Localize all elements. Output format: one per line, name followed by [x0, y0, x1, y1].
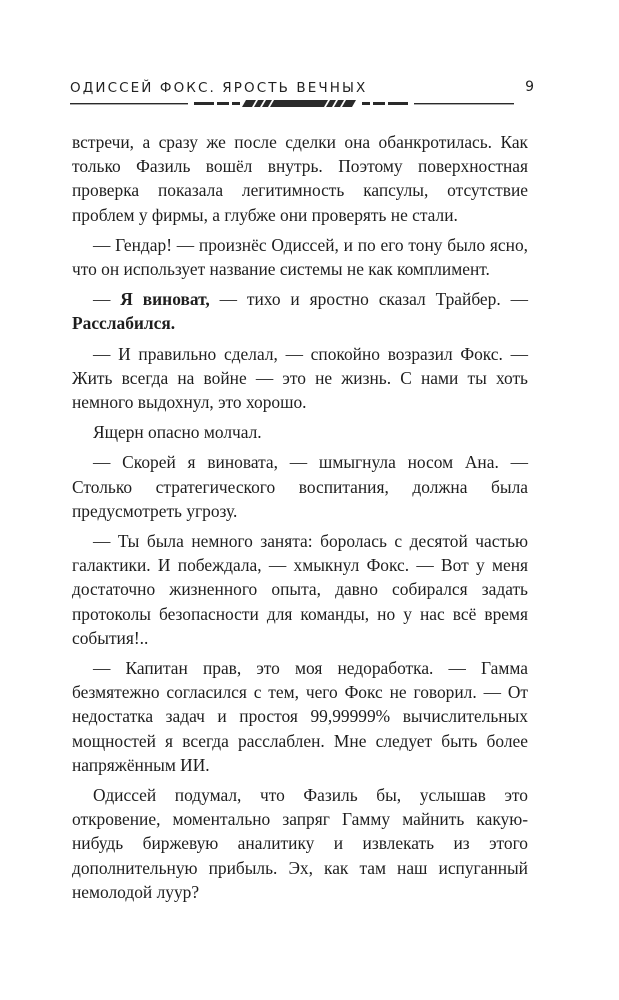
dialogue-dash: —: [93, 289, 121, 310]
paragraph-4: — И правильно сделал, — спокойно возразил Фокс. — Жить всегда на войне — это не жизнь. С нами ты хоть немного выдохнул, это хорошо.: [72, 343, 528, 413]
running-title: ОДИССЕЙ ФОКС. ЯРОСТЬ ВЕЧНЫХ: [70, 80, 368, 96]
paragraph-6: — Скорей я виновата, — шмыгнула носом Ана. — Столько стратегического воспитания, должна была предусмотреть угрозу.: [72, 452, 528, 521]
page-number: 9: [525, 79, 534, 95]
paragraph-9: Одиссей подумал, что Фазиль бы, услышав это откровение, моментально запряг Гамму майнить какую-нибудь биржевую аналитику и извлекать из этого дополнительную прибыль. Эх, как там наш испуганный немолодой луур?: [72, 785, 528, 902]
running-header: [70, 80, 540, 120]
dialogue-attribution: — тихо и яростно сказал Трайбер. —: [209, 289, 528, 310]
paragraph-8: — Капитан прав, это моя недоработка. — Гамма безмятежно согласился с тем, чего Фокс не говорил. — От недостатка задач и простоя 99,99999% вычислительных мощностей я всегда расслаблен. Мне следует быть более напряжённым ИИ.: [72, 658, 528, 775]
paragraph-7: — Ты была немного занята: боролась с десятой частью галактики. И побеждала, — хмыкнул Фокс. — Вот у меня достаточно жизненного опыта, давно собирался задать протоколы безопасности для команды, но у нас всё время события!..: [72, 531, 528, 648]
header-ornament: [70, 99, 540, 109]
bold-phrase-1: Я виноват,: [120, 289, 210, 310]
paragraph-5: Ящерн опасно молчал.: [93, 422, 262, 443]
paragraph-1: встречи, а сразу же после сделки она обанкротилась. Как только Фазиль вошёл внутрь. Поэтому поверхностная проверка показала легитимность капсулы, отсутствие проблем у фирмы, а глубже они проверять не стали.: [72, 132, 528, 225]
body-text: [72, 130, 528, 910]
paragraph-2: — Гендар! — произнёс Одиссей, и по его тону было ясно, что он использует название системы не как комплимент.: [72, 234, 528, 280]
bold-phrase-2: Расслабился.: [72, 313, 176, 334]
paragraph-3: [72, 287, 528, 335]
